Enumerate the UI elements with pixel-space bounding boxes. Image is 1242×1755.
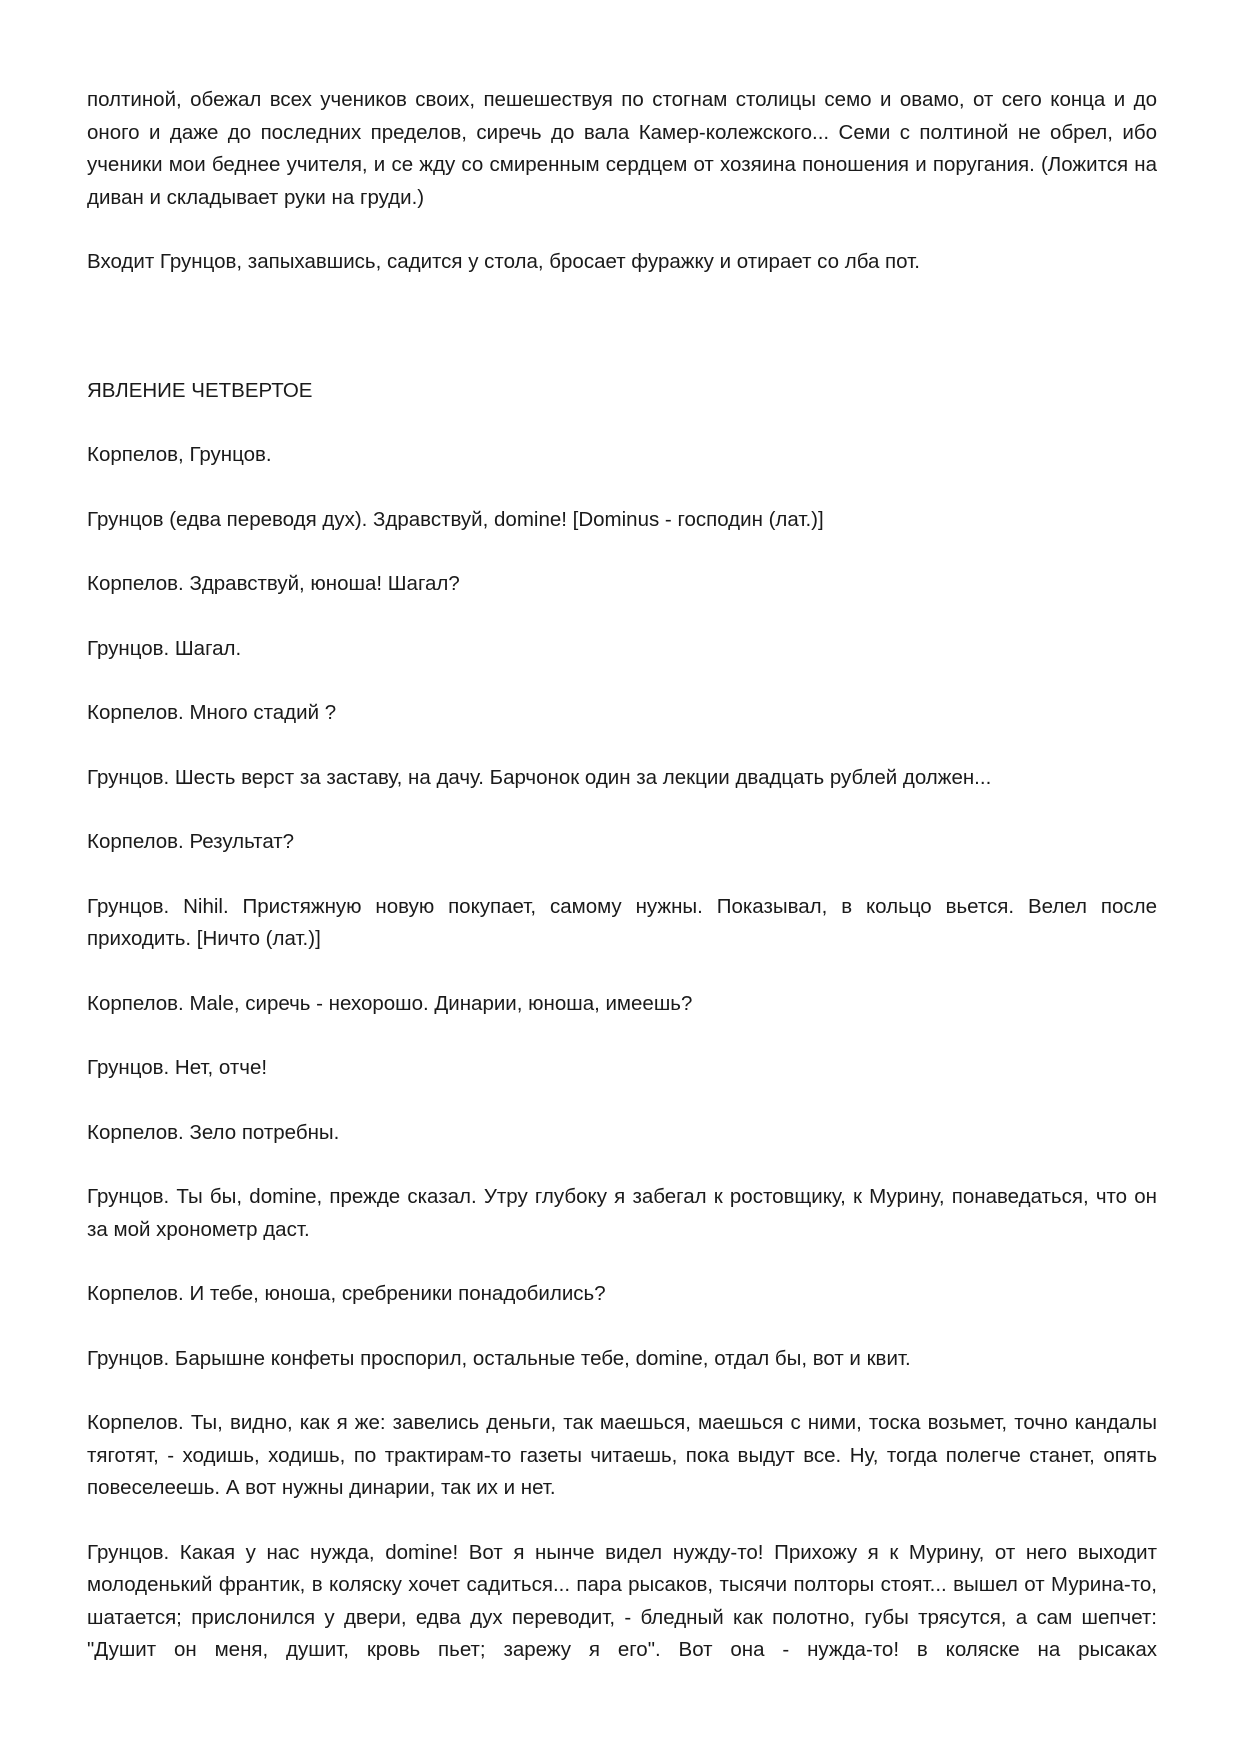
dialogue-line: Грунцов (едва переводя дух). Здравствуй, domine! [Dominus - господин (лат.)] [87, 507, 824, 531]
dialogue-line: Грунцов. Какая у нас нужда, domine! Вот я нынче видел нужду-то! Прихожу я к Мурину, от него выходит молоденький франтик, в коляску хочет садиться... пара рысаков, тысячи полторы стоят... вышел от Мурина-то, шатается; прислонился у двери, едва дух переводит, - бледный как полотно, губы трясутся, а сам шепчет: "Душит он меня, душит, кровь пьет; зарежу я его". Вот она - нужда-то! в коляске на рысаках [87, 1540, 1157, 1661]
dialogue-line: Корпелов. Ты, видно, как я же: завелись деньги, так маешься, маешься с ними, тоска возьмет, точно кандалы тяготят, - ходишь, ходишь, по трактирам-то газеты читаешь, пока выдут все. Ну, тогда полегче станет, опять повеселеешь. А вот нужны динарии, так их и нет. [87, 1411, 1157, 1499]
dialogue-line: Корпелов. Male, сиречь - нехорошо. Динарии, юноша, имеешь? [87, 991, 693, 1015]
dialogue-line: Корпелов. Зело потребны. [87, 1120, 340, 1144]
dialogue-line: Корпелов. Результат? [87, 830, 295, 853]
dialogue-line: Корпелов. И тебе, юноша, сребреники понадобились? [87, 1282, 606, 1305]
dialogue-line: Грунцов. Nihil. Пристяжную новую покупает, самому нужны. Показывал, в кольцо вьется. Велел после приходить. [Ничто (лат.)] [87, 894, 1157, 950]
dialogue-line: Грунцов. Шагал. [87, 636, 242, 660]
dialogue-line: Корпелов. Здравствуй, юноша! Шагал? [87, 572, 460, 595]
paragraph-narration: полтиной, обежал всех учеников своих, пешешествуя по стогнам столицы семо и овамо, от сего конца и до оного и даже до последних пределов, сиречь до вала Камер-колежского... Семи с полтиной не обрел, ибо ученики мои беднее учителя, и се жду со смиренным сердцем от хозяина поношения и поругания. (Ложится на диван и складывает руки на груди.) [87, 88, 1157, 209]
paragraph-characters: Корпелов, Грунцов. [87, 443, 272, 466]
document-page [87, 84, 1157, 1667]
dialogue-line: Грунцов. Нет, отче! [87, 1056, 268, 1079]
paragraph-stage-direction: Входит Грунцов, запыхавшись, садится у стола, бросает фуражку и отирает со лба пот. [87, 250, 920, 273]
dialogue-line: Грунцов. Шесть верст за заставу, на дачу. Барчонок один за лекции двадцать рублей должен... [87, 765, 992, 789]
dialogue-line: Корпелов. Много стадий ? [87, 701, 337, 724]
dialogue-line: Грунцов. Барышне конфеты проспорил, остальные тебе, domine, отдал бы, вот и квит. [87, 1346, 911, 1370]
scene-heading: ЯВЛЕНИЕ ЧЕТВЕРТОЕ [87, 378, 313, 402]
dialogue-line: Грунцов. Ты бы, domine, прежде сказал. Утру глубоку я забегал к ростовщику, к Мурину, понаведаться, что он за мой хронометр даст. [87, 1185, 1157, 1241]
